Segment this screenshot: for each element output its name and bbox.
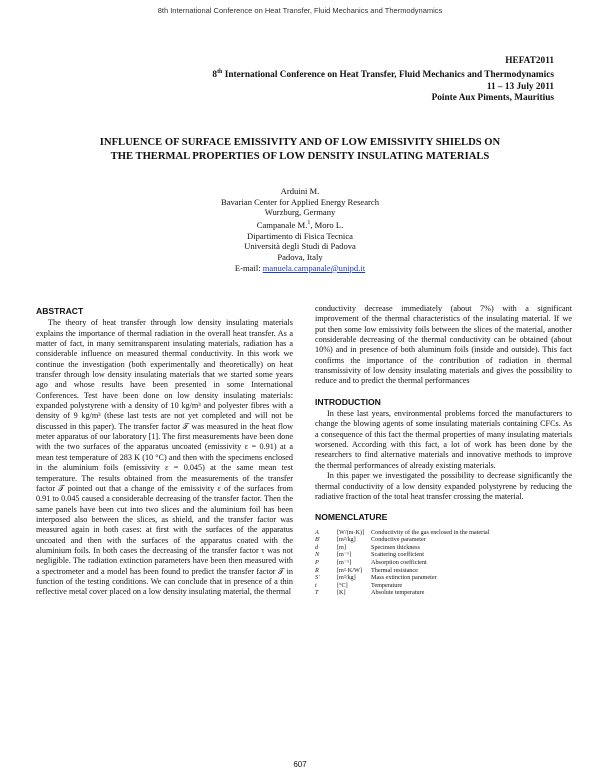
abstract-heading: ABSTRACT [36,306,84,316]
nomenclature-heading: NOMENCLATURE [315,512,388,523]
author-block [150,186,450,273]
author-name: Arduini M. [280,186,320,196]
nomenclature-row: A [W/(m·K)] Conductivity of the gas enclosed in the material [315,528,490,536]
running-header: 8th International Conference on Heat Transfer, Fluid Mechanics and Thermodynamics [157,6,443,15]
right-column [315,304,572,597]
nomenclature-row: R [m²·K/W] Thermal resistance [315,566,418,574]
nomenclature-table [315,529,489,597]
nomenclature-row: N [m⁻¹] Scattering coefficient [315,551,424,559]
title-line-2: THE THERMAL PROPERTIES OF LOW DENSITY INSULATING MATERIALS [110,150,490,162]
affiliation-line: Padova, Italy [277,252,323,263]
conference-name: 8th International Conference on Heat Transfer, Fluid Mechanics and Thermodynamics [212,69,554,81]
email-link[interactable]: manuela.campanale@unipd.it [262,262,366,273]
nomenclature-row: B' [m²/kg] Conductive parameter [315,536,426,544]
affiliation-line: Wurzburg, Germany [264,207,336,218]
nomenclature-row: t [°C] Temperature [315,581,403,589]
title-line-1: INFLUENCE OF SURFACE EMISSIVITY AND OF LOW EMISSIVITY SHIELDS ON [99,137,501,148]
paper-title [40,136,560,163]
author-name: Campanale M.$^1$, Moro L. [256,219,344,230]
conference-block [212,56,554,104]
email-line: E-mail: manuela.campanale@unipd.it [234,262,366,273]
abstract-paragraph: The theory of heat transfer through low density insulating materials explains the importance of thermal radiation in the overall heat transfer. As a matter of fact, in many semitransparent insulating materials, radiation has a considerable influence on measured thermal conductivity. In this work we continue the investigation (both experimentally and theoretically) on heat transfer through low density insulating materials that we started some years ago and whose results have been presented in some International Conferences. Test have been done on low density insulating materials: expanded polystyrene with a density of 10 kg/m³ and polyester fibres with a density of 9 kg/m³ (these last tests are not yet completed and will not be discussed in this paper). The transfer factor 𝒯 was measured in the heat flow meter apparatus of our laboratory [1]. The first measurements have been done with the two surfaces of the apparatus uncoated (emissivity ε = 0.91) at a mean test temperature of 283 K (10 °C) and then with the specimens enclosed in the aluminium foils (emissivity ε = 0.045) at the same mean test temperature. The results obtained from the measurements of the transfer factor 𝒯 pointed out that a change of the emissivity ε of the surfaces from 0.91 to 0.045 caused a considerable decreasing of the transfer factor. Then the same panels have been cut into two slices and the aluminium foil has been interposed also between the slices, as shield, and the transfer factor was measured again in both cases: at first with the surfaces of the apparatus uncoated and then with the surfaces of the apparatus coated with the aluminium foils. In both cases the decreasing of the transfer factor τ was not negligible. The radiation extinction parameters have been then measured with a spectrometer and a model has been found to predict the transfer factor 𝒯 in function of the testing conditions. We can conclude that in presence of a thin reflective metal cover placed on a low density insulating material, the thermal [36,318,293,597]
nomenclature-row: S' [m²/kg] Mass extinction parameter [315,574,437,582]
conference-code: HEFAT2011 [505,56,554,66]
abstract-continuation: conductivity decrease immediately (about 7%) with a significant improvement of the thermal characteristics of the insulating material. If we put then some low emissivity foils between the slices of the material, another considerable decreasing of the thermal conductivity can be obtained (about 10%) and in presence of both aluminum foils (inside and outside). This fact confirms the importance of the contribution of radiation in thermal transmissivity of low density insulating materials and gives the possibility to reduce and to predict the thermal performances [315,304,572,386]
affiliation-line: Dipartimento di Fisica Tecnica [247,230,353,241]
introduction-heading: INTRODUCTION [315,396,381,407]
left-column [36,306,293,598]
affiliation-line: Università degli Studi di Padova [244,241,356,252]
conference-location: Pointe Aux Piments, Mauritius [431,92,554,103]
affiliation-line: Bavarian Center for Applied Energy Research [220,196,380,207]
nomenclature-row: T [K] Absolute temperature [315,589,425,597]
introduction-paragraph: In this paper we investigated the possibility to decrease significantly the thermal conductivity of a low density expanded polystyrene by reducing the radiative fraction of the total heat transfer crossing the material. [315,471,572,501]
nomenclature-row: d [m] Specimen thickness [315,543,420,551]
introduction-paragraph: In these last years, environmental problems forced the manufacturers to change the blowing agents of some insulating materials containing CFCs. As a consequence of this fact the thermal properties of many insulating materials worsened. According with this fact, a lot of work has been done by the researchers to find alternative materials and innovative methods to improve the thermal performances of already existing materials. [315,409,572,470]
page-number: 607 [293,760,307,769]
conference-dates: 11 – 13 July 2011 [486,81,554,92]
nomenclature-row: P [m⁻¹] Absorption coefficient [315,558,427,566]
